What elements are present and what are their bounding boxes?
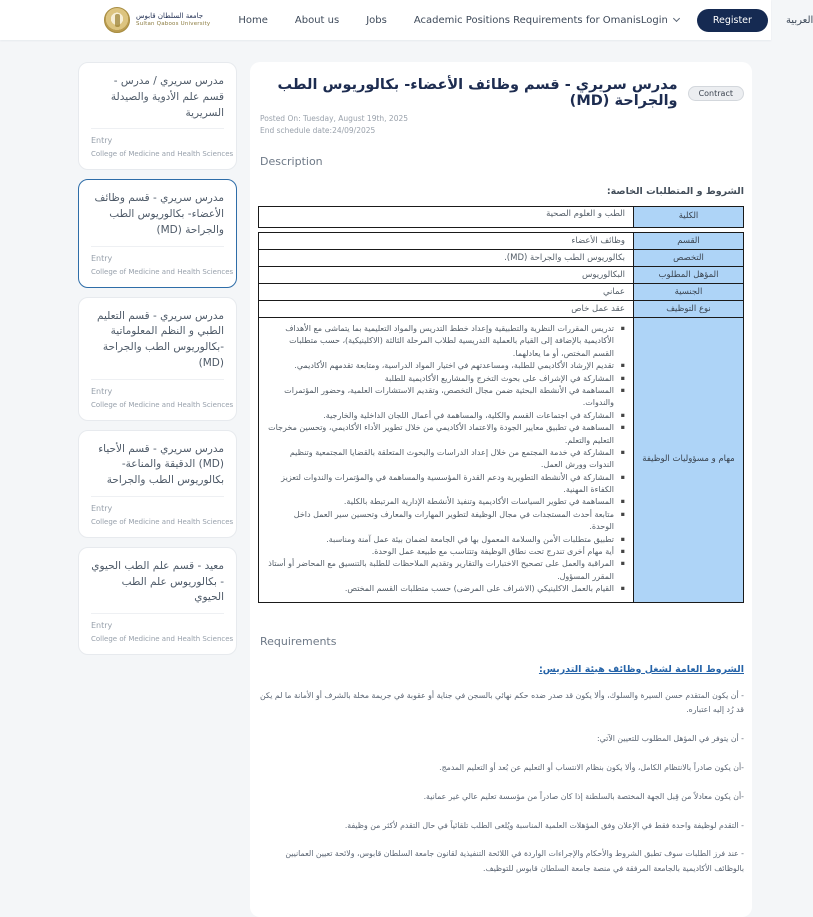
nav-links — [238, 15, 640, 26]
duty-item: ▪ المساهمة في تطوير السياسات الأكاديمية وتنفيذ الأنشطة الإدارية المرتبطة بالكلية. — [267, 496, 625, 508]
job-card-college: College of Medicine and Health Sciences — [91, 267, 234, 276]
duty-item: ▪ تقديم الإرشاد الأكاديمي للطلبة، ومساعدتهم في اختيار المواد الدراسية، ومتابعة تقدمهم الأكاديمي. — [267, 360, 625, 372]
contract-badge: Contract — [688, 86, 744, 101]
university-logo-text — [136, 12, 210, 28]
job-card-level: Entry — [91, 136, 113, 146]
sidebar-job-card-1[interactable] — [78, 62, 237, 170]
detail-value-specialization: بكالوريوس الطب والجراحة (MD). — [259, 250, 634, 267]
duty-item: ▪ المشاركة في اجتماعات القسم والكلية، والمساهمة في أعمال اللجان الداخلية والخارجية. — [267, 410, 625, 422]
requirement-item: - التقدم لوظيفة واحدة فقط في الإعلان وفق المؤهلات العلمية المناسبة ويُلغى الطلب تلقائياً في حال التقدم لأكثر من وظيفة. — [344, 820, 744, 830]
description-heading: Description — [260, 155, 323, 168]
university-name-arabic: جامعة السلطان قابوس — [136, 11, 204, 20]
login-label: Login — [640, 14, 668, 26]
duty-item: ▪ المشاركة في الأنشطة التطويرية ودعم القدرة المؤسسية والمساهمة في والمؤتمرات والندوات لتعزيز الكفاءة المهنية. — [267, 472, 625, 497]
job-details-table — [258, 232, 744, 603]
posted-on-text: Posted On: Tuesday, August 19th, 2025 — [260, 114, 409, 123]
requirements-heading: Requirements — [260, 634, 337, 648]
table-row — [259, 207, 744, 228]
university-name-english: Sultan Qaboos University — [136, 20, 211, 27]
requirement-item: - أن يتوفر في المؤهل المطلوب للتعيين الآتي: — [597, 734, 744, 744]
page-layout — [0, 40, 771, 917]
job-card-level: Entry — [91, 503, 113, 513]
duties-cell — [259, 318, 634, 603]
job-card-title: مدرس سريري - قسم وظائف الأعضاء- بكالوريوس الطب والجراحة (MD) — [91, 191, 224, 246]
table-row — [259, 301, 744, 318]
sidebar-job-card-2-active[interactable] — [78, 179, 237, 287]
nav-link-about-us[interactable]: About us — [294, 14, 340, 26]
duty-item: ▪ المراقبة والعمل على تصحيح الاختبارات والتقارير وتقديم الملاحظات للطلبة بالتنسيق مع المحاضر أو أستاذ المقرر المسؤول. — [267, 558, 625, 583]
sidebar-job-card-4[interactable] — [78, 430, 237, 538]
detail-value-nationality: عماني — [259, 284, 634, 301]
duties-label: مهام و مسؤوليات الوظيفة — [634, 318, 744, 603]
job-detail-card — [250, 62, 752, 917]
teaching-staff-conditions-link[interactable]: الشروط العامة لشغل وظائف هيئة التدريس: — [538, 663, 744, 675]
login-menu[interactable] — [641, 15, 679, 26]
duty-item: ▪ متابعة أحدث المستجدات في مجال الوظيفة لتطوير المهارات والمعارف وتحسين سير العمل داخل الوحدة. — [267, 509, 625, 534]
job-list-sidebar — [78, 62, 237, 664]
detail-label-employment-type: نوع التوظيف — [634, 301, 744, 318]
job-card-title: معيد - قسم علم الطب الحيوي - بكالوريوس علم الطب الحيوي — [91, 559, 224, 614]
job-title-row — [258, 77, 744, 109]
detail-label-college: الكلية — [634, 207, 744, 228]
duty-item: ▪ المساهمة في الأنشطة البحثية ضمن مجال التخصص، وتقديم الاستشارات العلمية، وحضور المؤتمرات والندوات. — [267, 385, 625, 410]
duty-item: ▪ القيام بالعمل الاكلينيكي (الاشراف على المرضى) حسب متطلبات القسم المختص. — [267, 583, 625, 595]
requirement-item: - أن يكون المتقدم حسن السيرة والسلوك، وألا يكون قد صدر ضده حكم نهائي بالسجن في جناية أو عقوبة في جريمة مخلة بالشرف أو الأمانة ما لم يكن قد رُد إليه اعتباره. — [260, 690, 744, 715]
job-details-table-college — [258, 206, 744, 228]
detail-label-department: القسم — [634, 233, 744, 250]
duty-item: ▪ المشاركة في خدمة المجتمع من خلال إعداد الدراسات والبحوث المتعلقة بالقضايا المجتمعية وتنظيم الندوات وورش العمل. — [267, 447, 625, 472]
table-row — [259, 250, 744, 267]
navbar — [0, 0, 813, 40]
detail-value-qualification: البكالوريوس — [259, 267, 634, 284]
table-row-duties — [259, 318, 744, 603]
requirement-item: -أن يكون معادلاً من قِبل الجهة المختصة بالسلطنة إذا كان صادراً من مؤسسة تعليم عالي غير عمانية. — [423, 791, 744, 801]
duty-item: ▪ تدريس المقررات النظرية والتطبيقية وإعداد خطط التدريس والمواد التعليمية بما يتماشى مع الأهداف الأكاديمية بالإضافة إلى القيام بالعملية التدريسية لطلاب المرحلة الثالثة (الاكلينيكية)، حسب متطلبات القسم المختص، أو ما يعادلهما. — [267, 323, 625, 360]
detail-label-qualification: المؤهل المطلوب — [634, 267, 744, 284]
duty-item: ▪ المشاركة في الإشراف على بحوث التخرج والمشاريع الأكاديمية للطلبة — [267, 373, 625, 385]
requirement-item: - عند فرز الطلبات سوف تطبق الشروط والأحكام والإجراءات الواردة في اللائحة التنفيذية لقانون جامعة السلطان قابوس، ولائحة تعيين العمانيين بالوظائف الأكاديمية بالجامعة المرفقة في منصة جامعة السلطان قابوس للتوظيف. — [285, 849, 744, 874]
requirement-item: -أن يكون صادراً بالانتظام الكامل، وألا يكون بنظام الانتساب أو التعليم عن بُعد أو التعليم المدمج. — [439, 763, 744, 773]
university-emblem-icon — [104, 7, 130, 33]
special-conditions-heading: الشروط و المتطلبات الخاصة: — [606, 186, 744, 197]
table-row — [259, 284, 744, 301]
detail-label-nationality: الجنسية — [634, 284, 744, 301]
nav-link-academic-positions[interactable]: Academic Positions Requirements for Omanis — [413, 14, 641, 26]
language-toggle[interactable]: العربية — [785, 14, 813, 26]
job-card-college: College of Medicine and Health Sciences — [91, 400, 234, 409]
sidebar-job-card-5[interactable] — [78, 547, 237, 655]
duty-item: ▪ أية مهام أخرى تندرج تحت نطاق الوظيفة وتتناسب مع طبيعة عمل الوحدة. — [267, 546, 625, 558]
sidebar-job-card-3[interactable] — [78, 297, 237, 421]
duty-item: ▪ المساهمة في تطبيق معايير الجودة والاعتماد الأكاديمي من خلال تطوير الأداء الأكاديمي، وتحسين مخرجات التعليم والتعلم. — [267, 422, 625, 447]
detail-value-employment-type: عقد عمل خاص — [259, 301, 634, 318]
table-row — [259, 233, 744, 250]
job-card-level: Entry — [91, 386, 113, 396]
job-card-title: مدرس سريري - قسم التعليم الطبي و النظم المعلوماتية -بكالوريوس الطب والجراحة (MD) — [91, 309, 224, 380]
job-card-level: Entry — [91, 621, 113, 630]
detail-value-department: وظائف الأعضاء — [259, 233, 634, 250]
university-logo[interactable] — [104, 7, 210, 33]
job-card-college: College of Medicine and Health Sciences — [91, 150, 234, 159]
detail-value-college: الطب و العلوم الصحية — [259, 207, 634, 228]
job-card-title: مدرس سريري / مدرس - قسم علم الأدوية والصيدلة السريرية — [91, 74, 224, 129]
detail-label-specialization: التخصص — [634, 250, 744, 267]
end-schedule-date-text: End schedule date:24/09/2025 — [260, 126, 376, 135]
nav-link-jobs[interactable]: Jobs — [366, 14, 387, 26]
duty-item: ▪ تطبيق متطلبات الأمن والسلامة المعمول بها في الجامعة لضمان بيئة عمل آمنة ومناسبة. — [267, 534, 625, 546]
job-card-college: College of Medicine and Health Sciences — [91, 635, 234, 643]
job-card-title: مدرس سريري - قسم الأحياء (MD) الدقيقة والمناعة- بكالوريوس الطب والجراحة — [91, 442, 224, 497]
navbar-right — [641, 9, 813, 32]
table-row — [259, 267, 744, 284]
nav-link-home[interactable]: Home — [238, 14, 268, 26]
duties-list — [267, 323, 625, 596]
chevron-down-icon — [673, 15, 680, 22]
register-button[interactable]: Register — [697, 9, 768, 32]
job-card-level: Entry — [91, 253, 113, 263]
page-title: مدرس سريري - قسم وظائف الأعضاء- بكالوريوس الطب والجراحة (MD) — [277, 77, 678, 109]
job-card-college: College of Medicine and Health Sciences — [91, 517, 234, 526]
